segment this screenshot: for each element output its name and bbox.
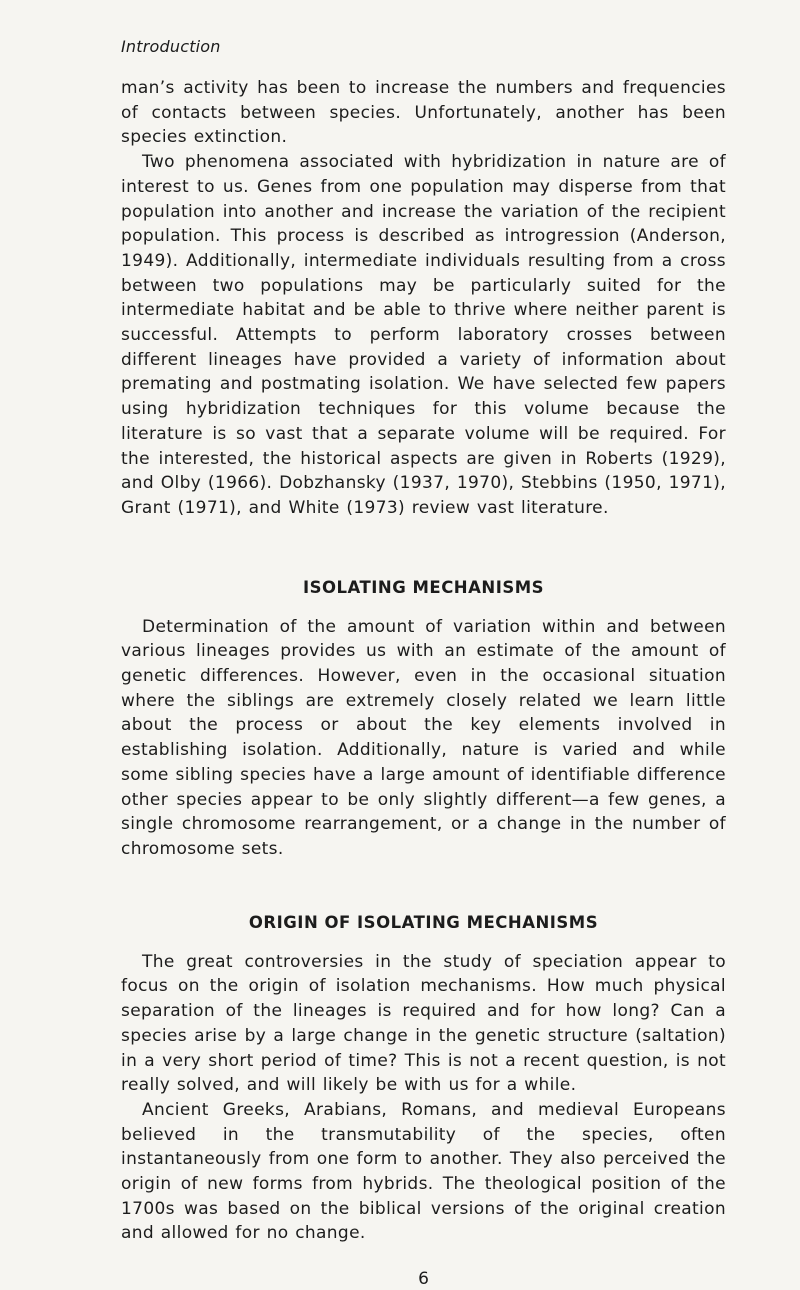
paragraph-controversies: The great controversies in the study of speciation appear to focus on the origin of isolation mechanisms. How much physical separation of the lineages is required and for how long? Can a species arise by a large change in the genetic structure (saltation) in a very short period of time? This is not a recent question, is not really solved, and will likely be with us for a while. xyxy=(121,951,726,1096)
paragraph-continued: man’s activity has been to increase the numbers and frequencies of contacts between species. Unfortunately, another has been species extinction. xyxy=(121,78,726,148)
document-page xyxy=(121,36,726,1290)
paragraph-ancient-beliefs: Ancient Greeks, Arabians, Romans, and medieval Europeans believed in the transmutability of the species, often instantaneously from one form to another. They also perceived the origin of new forms from hybrids. The theological position of the 1700s was based on the biblical versions of the original creation and allowed for no change. xyxy=(121,1099,726,1244)
section-heading-origin-of-isolating-mechanisms: ORIGIN OF ISOLATING MECHANISMS xyxy=(248,912,599,932)
section-heading-isolating-mechanisms: ISOLATING MECHANISMS xyxy=(302,577,545,597)
paragraph-isolating-mechanisms: Determination of the amount of variation within and between various lineages provides us with an estimate of the amount of genetic differences. However, even in the occasional situation where the siblings are extremely closely related we learn little about the process or about the key elements involved in establishing isolation. Additionally, nature is varied and while some sibling species have a large amount of identifiable difference other species appear to be only slightly different—a few genes, a single chromosome rearrangement, or a change in the number of chromosome sets. xyxy=(121,616,726,859)
paragraph-hybridization: Two phenomena associated with hybridization in nature are of interest to us. Genes from one population may disperse from that population into another and increase the variation of the recipient population. This process is described as introgression (Anderson, 1949). Additionally, intermediate individuals resulting from a cross between two populations may be particularly suited for the intermediate habitat and be able to thrive where neither parent is successful. Attempts to perform laboratory crosses between different lineages have provided a variety of information about premating and postmating isolation. We have selected few papers using hybridization techniques for this volume because the literature is so vast that a separate volume will be required. For the interested, the historical aspects are given in Roberts (1929), and Olby (1966). Dobzhansky (1937, 1970), Stebbins (1950, 1971), Grant (1971), and White (1973) review vast literature. xyxy=(121,152,726,518)
page-number: 6 xyxy=(418,1269,429,1290)
running-head: Introduction xyxy=(121,37,221,56)
